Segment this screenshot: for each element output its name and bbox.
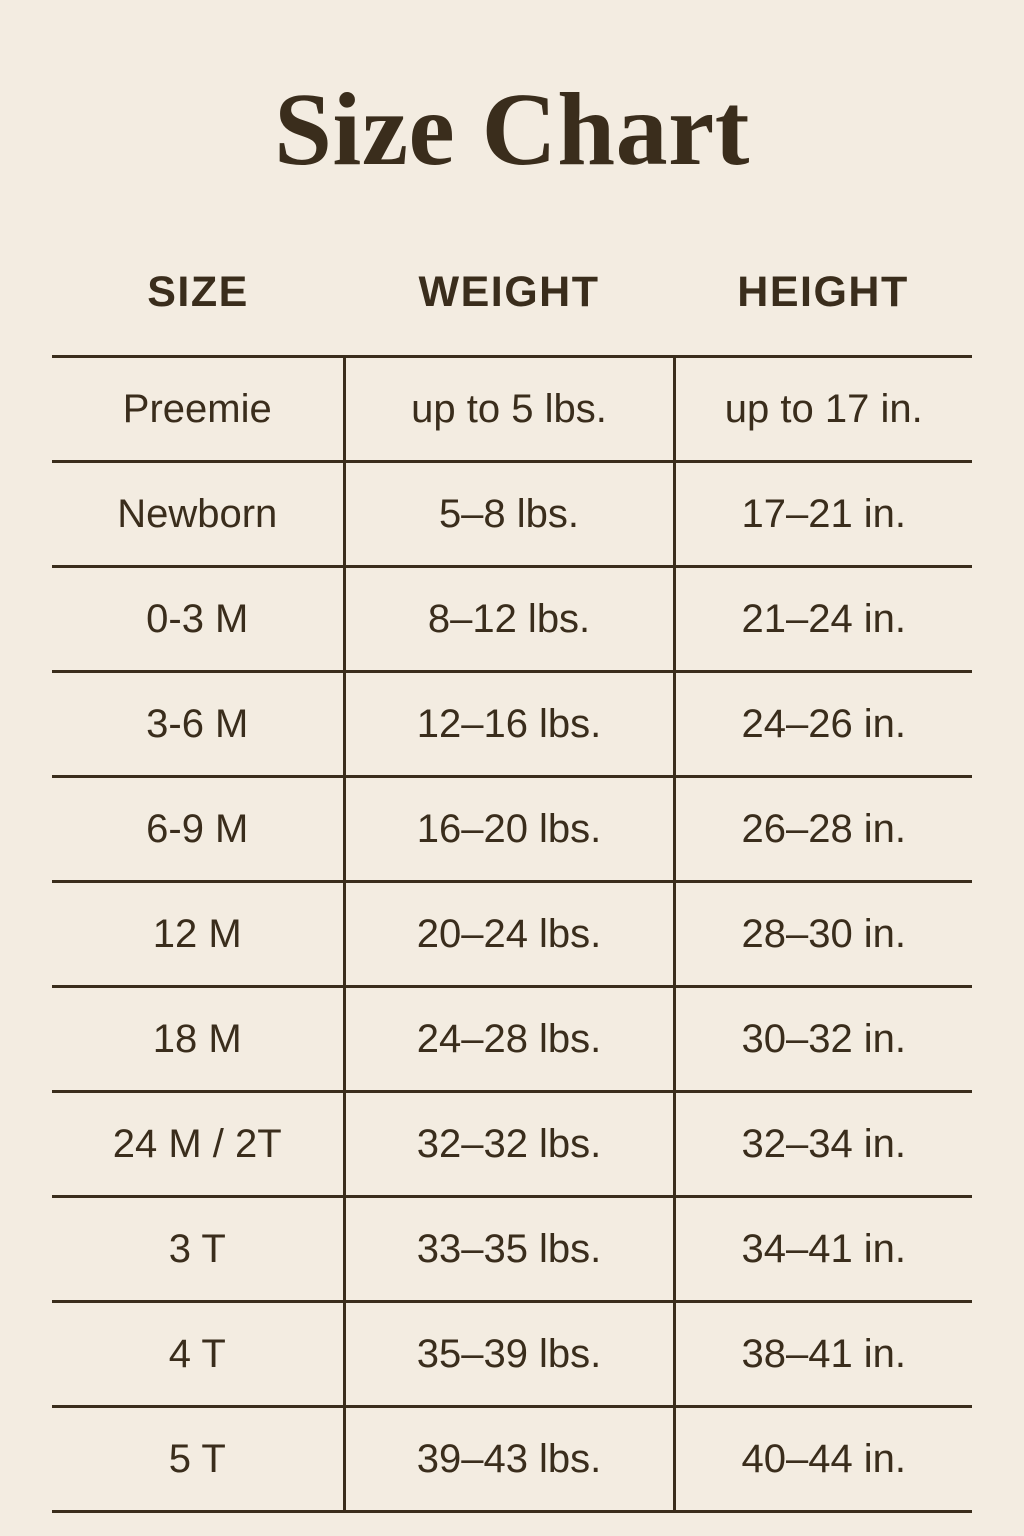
cell-height: 32–34 in. bbox=[674, 1092, 972, 1197]
cell-size: Newborn bbox=[52, 462, 344, 567]
cell-size: 4 T bbox=[52, 1302, 344, 1407]
cell-size: 18 M bbox=[52, 987, 344, 1092]
table-row bbox=[52, 567, 972, 672]
table-row bbox=[52, 1407, 972, 1512]
cell-size: Preemie bbox=[52, 357, 344, 462]
cell-height: 30–32 in. bbox=[674, 987, 972, 1092]
table-row bbox=[52, 462, 972, 567]
page-title: Size Chart bbox=[274, 72, 750, 187]
cell-weight: 5–8 lbs. bbox=[344, 462, 674, 567]
table-row bbox=[52, 987, 972, 1092]
cell-size: 5 T bbox=[52, 1407, 344, 1512]
cell-height: 40–44 in. bbox=[674, 1407, 972, 1512]
cell-weight: 39–43 lbs. bbox=[344, 1407, 674, 1512]
cell-weight: 32–32 lbs. bbox=[344, 1092, 674, 1197]
cell-weight: 35–39 lbs. bbox=[344, 1302, 674, 1407]
cell-weight: up to 5 lbs. bbox=[344, 357, 674, 462]
cell-height: 17–21 in. bbox=[674, 462, 972, 567]
size-chart-table bbox=[52, 268, 972, 1513]
cell-weight: 16–20 lbs. bbox=[344, 777, 674, 882]
column-header-weight: WEIGHT bbox=[418, 268, 600, 316]
cell-size: 3-6 M bbox=[52, 672, 344, 777]
cell-height: 38–41 in. bbox=[674, 1302, 972, 1407]
column-header-height: HEIGHT bbox=[737, 268, 909, 316]
cell-size: 6-9 M bbox=[52, 777, 344, 882]
table-header-row bbox=[52, 268, 972, 357]
table-header bbox=[52, 268, 972, 357]
table-body bbox=[52, 357, 972, 1512]
cell-height: 26–28 in. bbox=[674, 777, 972, 882]
table-row bbox=[52, 1197, 972, 1302]
table-row bbox=[52, 777, 972, 882]
cell-height: 21–24 in. bbox=[674, 567, 972, 672]
table-row bbox=[52, 357, 972, 462]
cell-weight: 12–16 lbs. bbox=[344, 672, 674, 777]
cell-weight: 24–28 lbs. bbox=[344, 987, 674, 1092]
cell-size: 12 M bbox=[52, 882, 344, 987]
table-row bbox=[52, 1302, 972, 1407]
cell-size: 24 M / 2T bbox=[52, 1092, 344, 1197]
column-header-size: SIZE bbox=[147, 268, 249, 316]
cell-size: 3 T bbox=[52, 1197, 344, 1302]
table-row bbox=[52, 882, 972, 987]
table-row bbox=[52, 672, 972, 777]
table-row bbox=[52, 1092, 972, 1197]
cell-height: 34–41 in. bbox=[674, 1197, 972, 1302]
cell-weight: 33–35 lbs. bbox=[344, 1197, 674, 1302]
cell-weight: 20–24 lbs. bbox=[344, 882, 674, 987]
cell-height: 24–26 in. bbox=[674, 672, 972, 777]
cell-weight: 8–12 lbs. bbox=[344, 567, 674, 672]
cell-height: 28–30 in. bbox=[674, 882, 972, 987]
cell-height: up to 17 in. bbox=[674, 357, 972, 462]
cell-size: 0-3 M bbox=[52, 567, 344, 672]
